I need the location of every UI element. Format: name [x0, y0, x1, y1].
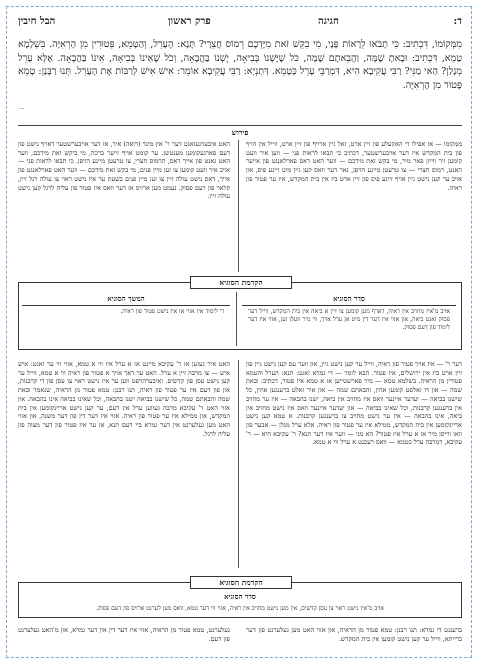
order-box-text: אויב מ'איז נישט ראוי צו עסן קדשים, איז מען נישט מחויב אין ראיה, אזוי ווי דער טמא, וואס מען לערנט ארויס פון דעם פסוק. [96, 605, 384, 612]
peirush-column-left: האט איבערגעזאגט דער ר' אין מינד (רואה) איך, אז דער אויבערשטער דארף נישט פון דעם פארגעקומען מענטשן. ער קומט אויף זייער ברכה, מי ביקש ואת מידכם, ווער האט גאנט פון אייך דאס, תרמוס חצרי, צו טרעטן מיינע הויפן. כי תבאו לראות פני — אויב איר וועט קומען צו זען מיין פנים, מי בקש זאת מידכם — ווער האט פארלאנגט פון אייך, דאס נישט עולה זיין צו זען מיין פנים בשעת ער איז נישט ראוי צו עולה רגל זיין, קלאר פון דעם פסוק. נעמט מען ארויס אז דער וואס איז פטור פון עליה לרגל קען נישט עולה זיין. [18, 140, 230, 201]
continuation-panel [22, 292, 230, 318]
page-header [18, 16, 462, 32]
order-panel [242, 292, 456, 334]
header-left: הבל חיבין [18, 16, 56, 27]
bottom-column-right: ברענגט די גמרא: תנו רבנן: טמא פטור מן הראיה, און אזוי האט מען געלערנט פון דער ברייתא, ווייל ער קען נישט קומען אין בית המקדש. [246, 626, 462, 643]
order-box-content [24, 590, 456, 615]
header-page-number: ד: [453, 16, 462, 27]
continuation-title: המשך הסוגיא [22, 292, 230, 306]
body-column-divider [238, 360, 239, 568]
body-column-left: האט איר געזען אז ר' עקיבא מיינט אז א ערל איז ווי א טמא, אזוי ווי ער זאגט: איש איש — צו מרבה זיין א ערל. האט ער דאך אויך א פטור פון ראיה ווי א טמא, ווייל ער קען נישט עסן פון קדשים. ואיבערהויפט ווען ער איז נישט ראוי צו עסן פון די קרבנות, און פון דעם איז ער פטור פון ראיה, תנו רבנן: טמא פטור מן הראיה, שנאמר ובאת שמה והבאתם שמה, כל שישנו בביאה ישנו בהבאה, וכל שאינו בביאה אינו בהבאה. און אזוי האט ר' עקיבא מרבה געווען ערל אין דעם, ער קען נישט אריינקומען אין בית המקדש, און ממילא איז ער פטור פון ראיה. אזוי איז דער דין פון דער משנה, און אזוי האט מען געלערנט אין דער גמרא ביי דעם תנא, אז ער איז פטור פון דער מצוה פון עליה לרגל. [18, 360, 230, 438]
peirush-title: פירוש [231, 128, 249, 137]
continuation-text: די לימוד איז אזוי אז איז נישט פטור פון ראיה. [120, 308, 224, 315]
order-box-title: סדר הסוגיא [224, 592, 256, 601]
column-divider [238, 140, 239, 272]
ellipsis-marker: ... [18, 103, 25, 111]
header-center-chapter: פרק ראשון [168, 16, 211, 27]
order-box-tab: הקדמת הסוגיא [190, 576, 292, 589]
body-column-right: דער ר' — איז אויך פטור פון ראיה, ווייל ער קען נישט גיין, און ווער עס קען נישט גיין פון זיין ארט ביז אין ירושלים, איז פטור. הבא לומר — די גמרא זאגט: תנא: הערל והטמא פטורין מן הראיה. בשלמא טמא — מיר פארשטייען אז א טמא איז פטור, דכתיב: ובאת שמה — און דו זאלסט קומען אהין, והבאתם שמה — און איר זאלט ברענגען אהין, כל שישנו בביאה — יעדער איינער וואס איז מחויב אין ביאה, ישנו בהבאה — איז ער מחויב אין ברענגען קרבנות, וכל שאינו בביאה — און יעדער איינער וואס איז נישט מחויב אין ביאה, אינו בהבאה — איז ער נישט מחויב צו ברענגען קרבנות. א טמא קען נישט אריינקומען אין בית המקדש, ממילא איז ער פטור פון ראיה. אלא ערל מנלן — אבער פון וואו ווייסן מיר אז א ערל איז פטור? הא מני — ווער איז דער תנא? ר' עקיבא היא — ר' עקיבא, דמרבה ערל כטמא — וואס רעכנט א ערל ווי א טמא. [246, 360, 462, 447]
introduction-tab: הקדמת הסוגיא [190, 276, 292, 289]
bottom-column-left: נעלערנט, טמא פטור מן הראיה, אזוי איז דער דין אין דער גמרא, און מ'האט געלערנט פון דעם. [18, 626, 230, 643]
order-title: סדר הסוגיא [242, 292, 456, 306]
section-divider [18, 125, 462, 126]
order-text: אויב מ'איז מחויב אין ראיה, דארף מען קומען צו זיין א ביאה אין בית המקדש, ווייל דער פסוק זאגט ביאה, און אזוי איז דער דין מיט אן ערל אויך, ווי מיר וועלן זען, אזוי איז דער לימוד פון דעם פסוק. [248, 308, 450, 331]
box-divider [236, 292, 237, 346]
peirush-column-right: מִמְּקוֹמוֹ — אז אפילו די האקעלע פון זיין ארט, זאל גיין ארויף פון זיין ארט, ווייל אין הויף פון בית המקדש איז דער אויבערשטער, דכתיב כי תבאו לראות פני — ווען איר וועט קומען זיך ווייזן פאר מיר, מי בקש זאת מידכם — ווער האט דאס פארלאנגט פון אייער האנט, רמוס חצרי — צו טרעטן מיינע הויפן, נאר דער וואס קען גיין מיט זיינע פיס, און אויב ער קען נישט גיין אויף זיינע פיס פון זיין ארט ביז אין בית המקדש, איז ער פטור פון ראיה. [246, 140, 462, 192]
header-tractate: חגיגה [318, 16, 339, 27]
gemara-text: מִמְּקוֹמוֹ, דִּכְתִיב: כִּי תָבֹאוּ לֵרָאוֹת פָּנָי, מִי בִקֵּשׁ זֹאת מִיֶּדְכֶם רְמוֹס חֲצֵרָי? תָּנָא: הֶעָרֵל, וְהַטָּמֵא, פְּטוּרִין מִן הָרְאִיָּה. בִּשְׁלָמָא טָמֵא, דִּכְתִיב: וּבָאתָ שָׁמָּה, וַהֲבֵאתֶם שָׁמָּה, כֹּל שֶׁיֶּשְׁנוֹ בְּבִיאָה, יֶשְׁנוֹ בַּהֲבָאָה, וְכֹל שֶׁאֵינוֹ בְּבִיאָה, אֵינוֹ בַּהֲבָאָה. אֶלָּא עָרֵל מְנָלַן? הַאי מַנִּי? רַבִּי עֲקִיבָא הִיא, דִּמְרַבֵּי עָרֵל כְּטָמֵא. דְּתַנְיָא: רַבִּי עֲקִיבָא אוֹמֵר: אִישׁ אִישׁ לְרַבּוֹת אֶת הֶעָרֵל. תְּנוּ רַבָּנָן: טָמֵא פָּטוּר מִן הָרְאִיָּה. [18, 39, 462, 91]
